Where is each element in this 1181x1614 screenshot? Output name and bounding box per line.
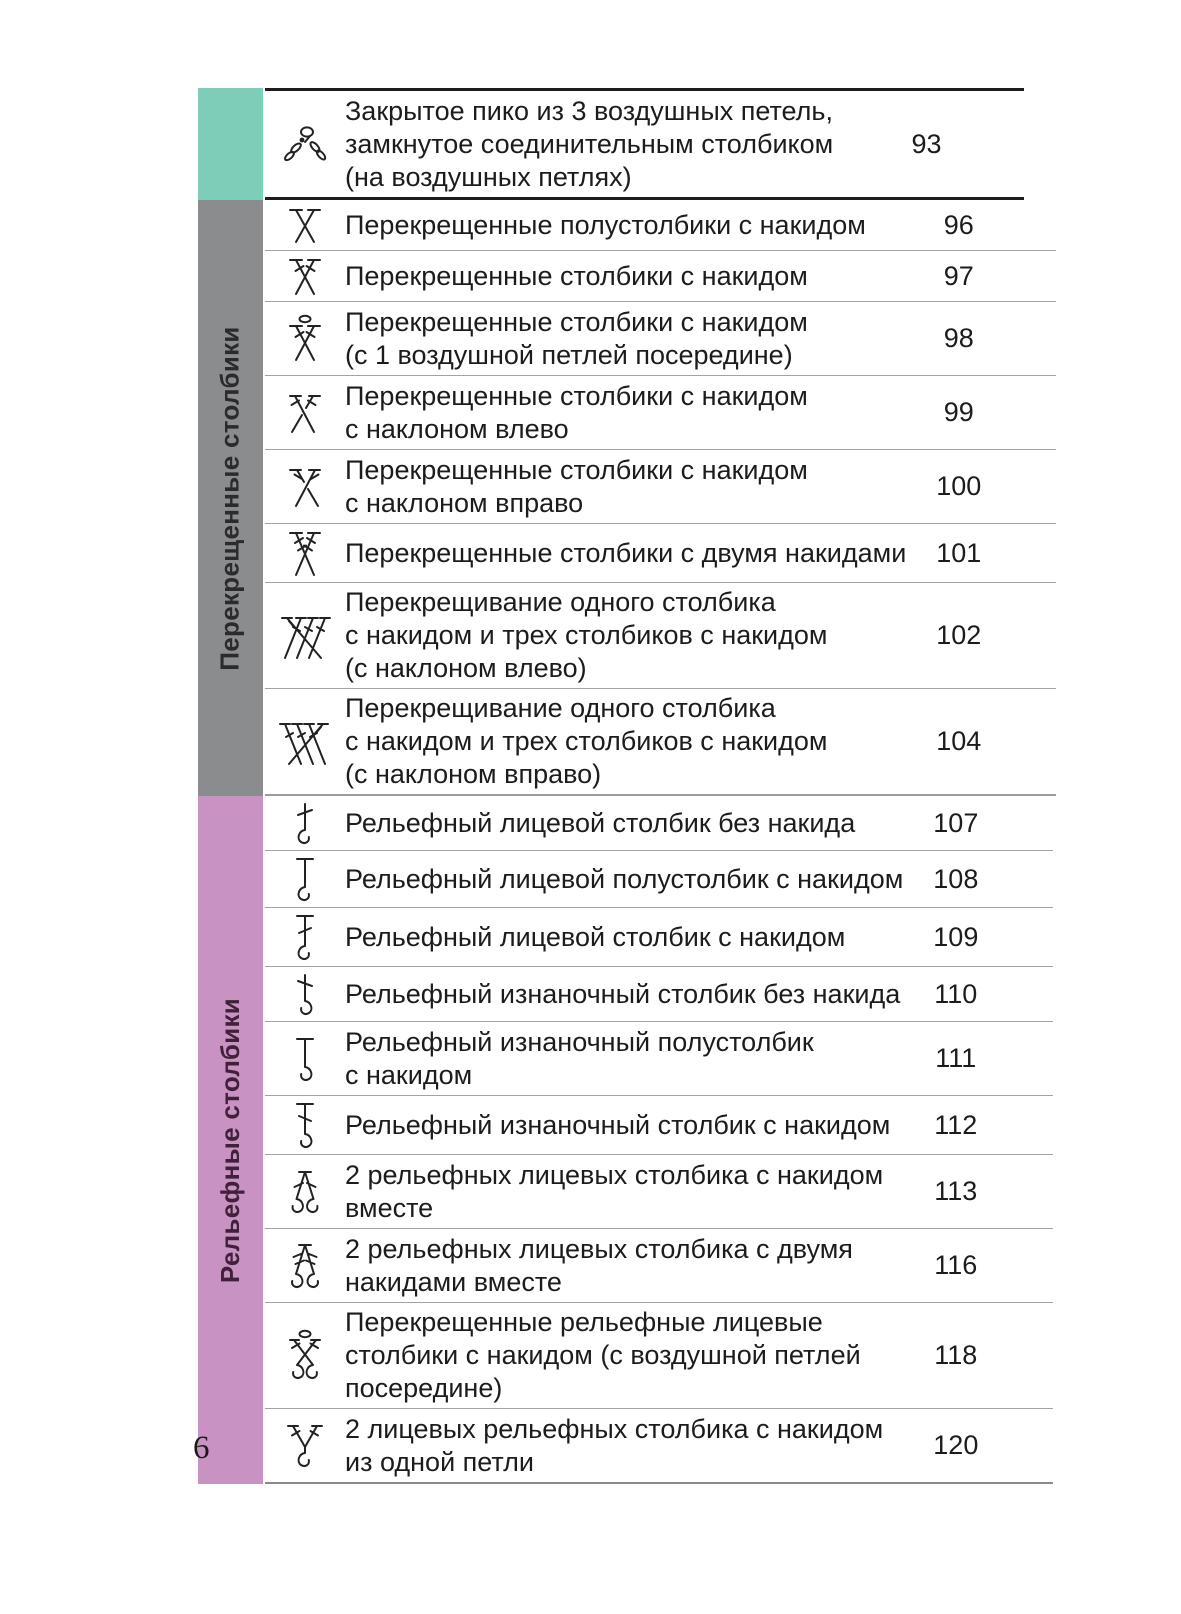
toc-row	[265, 91, 1024, 197]
relief-2dc-one-loop-icon	[265, 1420, 345, 1472]
row-title: Перекрещенные столбики с накидом (с 1 воздушной петлей посередине)	[345, 306, 808, 370]
toc-row	[265, 1408, 1053, 1482]
toc-row	[265, 582, 1056, 688]
section-label: Рельефные столбики	[215, 997, 245, 1283]
toc-row	[265, 200, 1056, 250]
row-page-number: 107	[933, 807, 979, 838]
row-title: Перекрещенные рельефные лицевые столбики с накидом (с воздушной петлей посередине)	[345, 1307, 861, 1403]
row-page-number: 116	[934, 1250, 978, 1280]
front-relief-half-dc-icon	[265, 854, 345, 904]
row-title: Рельефный изнаночный столбик без накида	[345, 978, 901, 1009]
closed-picot-icon	[265, 123, 345, 165]
row-page-number: 113	[934, 1176, 978, 1206]
toc-row	[265, 907, 1053, 966]
toc-row	[265, 375, 1056, 449]
toc-row	[265, 301, 1056, 375]
toc-row	[265, 1302, 1053, 1408]
section-label-wrap	[198, 200, 263, 796]
toc-row	[265, 850, 1053, 907]
section-rows	[265, 200, 1056, 796]
section-sidebar-relief-stitches	[198, 796, 263, 1484]
toc-row	[265, 1095, 1053, 1154]
section-label-wrap	[198, 796, 263, 1484]
front-relief-dc-icon	[265, 911, 345, 963]
back-relief-half-dc-icon	[265, 1034, 345, 1084]
row-page-number: 100	[936, 471, 982, 501]
toc-row	[265, 523, 1056, 582]
row-title: Рельефный изнаночный столбик с накидом	[345, 1109, 891, 1140]
front-relief-sc-icon	[265, 799, 345, 847]
row-title: Перекрещенные столбики с двумя накидами	[345, 537, 907, 568]
row-title: Рельефный лицевой столбик с накидом	[345, 921, 846, 952]
row-title: Закрытое пико из 3 воздушных петель, замкнутое соединительным столбиком (на воздушных петлях)	[345, 95, 834, 192]
row-page-number: 98	[943, 323, 974, 353]
row-page-number: 102	[936, 620, 982, 650]
page-number: 6	[193, 1430, 210, 1466]
row-title: Рельефный лицевой столбик без накида	[345, 807, 856, 838]
section-crossed-stitches	[198, 200, 1024, 796]
toc-table	[198, 88, 1024, 1484]
back-relief-dc-icon	[265, 1099, 345, 1151]
toc-row	[265, 688, 1056, 794]
crossed-dc-left-icon	[265, 390, 345, 436]
section-sidebar-crossed-stitches	[198, 200, 263, 796]
row-title: 2 рельефных лицевых столбика с двумя накидами вместе	[345, 1233, 853, 1297]
row-page-number: 120	[933, 1430, 979, 1460]
crossed-dc-chain-icon	[265, 314, 345, 364]
crossed-half-dc-icon	[265, 204, 345, 246]
row-title: Рельефный лицевой полустолбик с накидом	[345, 863, 904, 894]
row-title: Перекрещивание одного столбика с накидом и трех столбиков с накидом (с наклоном вправо)	[345, 693, 828, 789]
back-relief-sc-icon	[265, 970, 345, 1018]
row-page-number: 110	[934, 978, 978, 1009]
crossed-relief-dc-icon	[265, 1329, 345, 1383]
section-continuation	[198, 88, 1024, 200]
row-page-number: 109	[933, 921, 979, 952]
cross-1-over-3-left-icon	[265, 610, 345, 662]
row-page-number: 93	[911, 128, 942, 159]
section-label: Перекрещенные столбики	[215, 325, 245, 671]
row-page-number: 96	[943, 209, 974, 240]
row-title: Перекрещенные столбики с накидом	[345, 260, 808, 291]
row-title: 2 рельефных лицевых столбика с накидом вместе	[345, 1159, 884, 1223]
toc-row	[265, 1228, 1053, 1302]
cross-1-over-3-right-icon	[265, 716, 345, 768]
row-page-number: 108	[933, 863, 979, 894]
row-page-number: 97	[943, 260, 974, 291]
relief-tr2tog-icon	[265, 1240, 345, 1292]
row-title: 2 лицевых рельефных столбика с накидом из одной петли	[345, 1413, 884, 1477]
row-title: Перекрещенные столбики с накидом с наклоном влево	[345, 380, 808, 444]
row-page-number: 99	[943, 397, 974, 427]
row-page-number: 101	[936, 537, 982, 568]
section-rows	[265, 88, 1024, 200]
toc-row	[265, 1154, 1053, 1228]
crossed-dc-icon	[265, 254, 345, 298]
toc-row	[265, 250, 1056, 301]
relief-dc2tog-icon	[265, 1167, 345, 1217]
row-title: Перекрещенные полустолбики с накидом	[345, 209, 866, 240]
row-title: Перекрещивание одного столбика с накидом и трех столбиков с накидом (с наклоном влево)	[345, 587, 828, 683]
toc-row	[265, 449, 1056, 523]
row-page-number: 112	[934, 1109, 978, 1140]
toc-row	[265, 796, 1053, 850]
toc-row	[265, 1021, 1053, 1095]
row-title: Перекрещенные столбики с накидом с наклоном вправо	[345, 454, 808, 518]
toc-row	[265, 966, 1053, 1021]
section-sidebar-continuation	[198, 88, 263, 200]
row-page-number: 118	[934, 1340, 978, 1370]
section-relief-stitches	[198, 796, 1024, 1484]
row-page-number: 111	[935, 1043, 977, 1073]
crossed-dc-right-icon	[265, 464, 345, 510]
crossed-tr-icon	[265, 527, 345, 579]
row-title: Рельефный изнаночный полустолбик с накидом	[345, 1026, 814, 1090]
row-page-number: 104	[936, 726, 982, 756]
section-rows	[265, 796, 1053, 1484]
